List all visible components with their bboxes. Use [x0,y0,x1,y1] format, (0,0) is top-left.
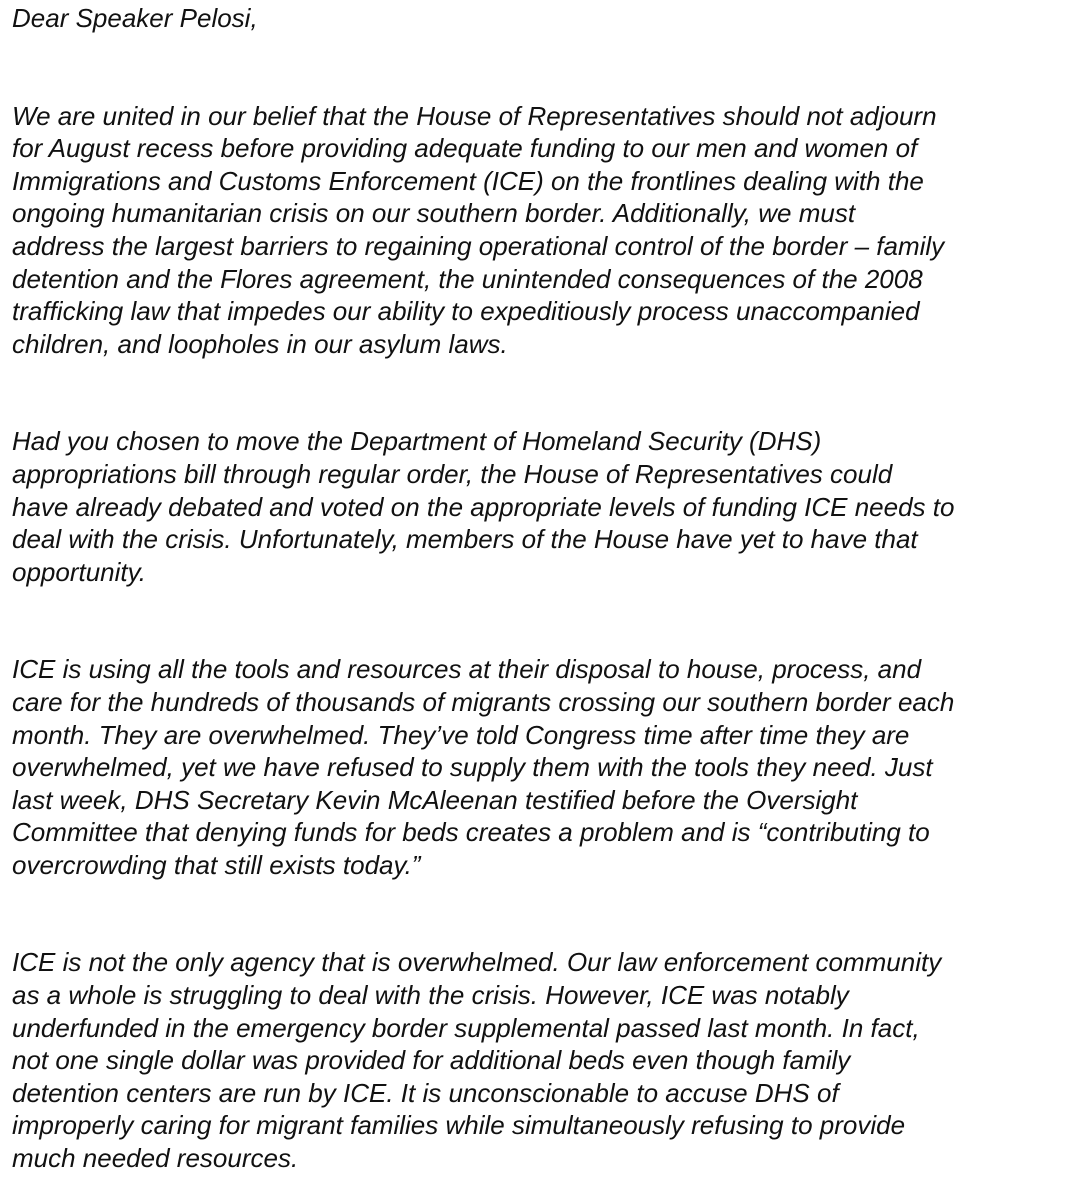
text-line: opportunity. [12,556,146,587]
text-line: address the largest barriers to regaining operational control of the border – family [12,230,945,261]
text-line: overcrowding that still exists today.” [12,849,421,880]
text-line: appropriations bill through regular order, the House of Representatives could [12,458,893,489]
salutation: Dear Speaker Pelosi, [12,3,258,33]
text-line: Immigrations and Customs Enforcement (ICE) on the frontlines dealing with the [12,165,924,196]
text-line: Committee that denying funds for beds creates a problem and is “contributing to [12,817,930,848]
text-line: not one single dollar was provided for additional beds even though family [12,1045,851,1076]
paragraph-2 [12,425,1072,588]
paragraph-4 [12,946,1072,1174]
text-line: overwhelmed, yet we have refused to supply them with the tools they need. Just [12,752,933,783]
paragraph-3 [12,653,1072,881]
text-line: improperly caring for migrant families while simultaneously refusing to provide [12,1110,906,1141]
letter-body [12,2,1072,1175]
text-line: We are united in our belief that the House of Representatives should not adjourn [12,100,937,131]
paragraph-1 [12,100,1072,361]
text-line: trafficking law that impedes our ability to expeditiously process unaccompanied [12,296,920,327]
text-line: ICE is not the only agency that is overwhelmed. Our law enforcement community [12,947,942,978]
text-line: deal with the crisis. Unfortunately, members of the House have yet to have that [12,524,918,555]
text-line: detention and the Flores agreement, the unintended consequences of the 2008 [12,263,923,294]
text-line: detention centers are run by ICE. It is unconscionable to accuse DHS of [12,1077,839,1108]
text-line: much needed resources. [12,1143,299,1174]
text-line: ICE is using all the tools and resources at their disposal to house, process, and [12,654,922,685]
text-line: month. They are overwhelmed. They’ve told Congress time after time they are [12,719,910,750]
text-line: Had you chosen to move the Department of Homeland Security (DHS) [12,426,822,457]
text-line: have already debated and voted on the appropriate levels of funding ICE needs to [12,491,955,522]
text-line: care for the hundreds of thousands of migrants crossing our southern border each [12,686,955,717]
text-line: last week, DHS Secretary Kevin McAleenan testified before the Oversight [12,784,858,815]
text-line: for August recess before providing adequate funding to our men and women of [12,133,918,164]
text-line: children, and loopholes in our asylum laws. [12,328,508,359]
text-line: as a whole is struggling to deal with the crisis. However, ICE was notably [12,980,849,1011]
text-line: underfunded in the emergency border supplemental passed last month. In fact, [12,1012,920,1043]
text-line: ongoing humanitarian crisis on our southern border. Additionally, we must [12,198,856,229]
